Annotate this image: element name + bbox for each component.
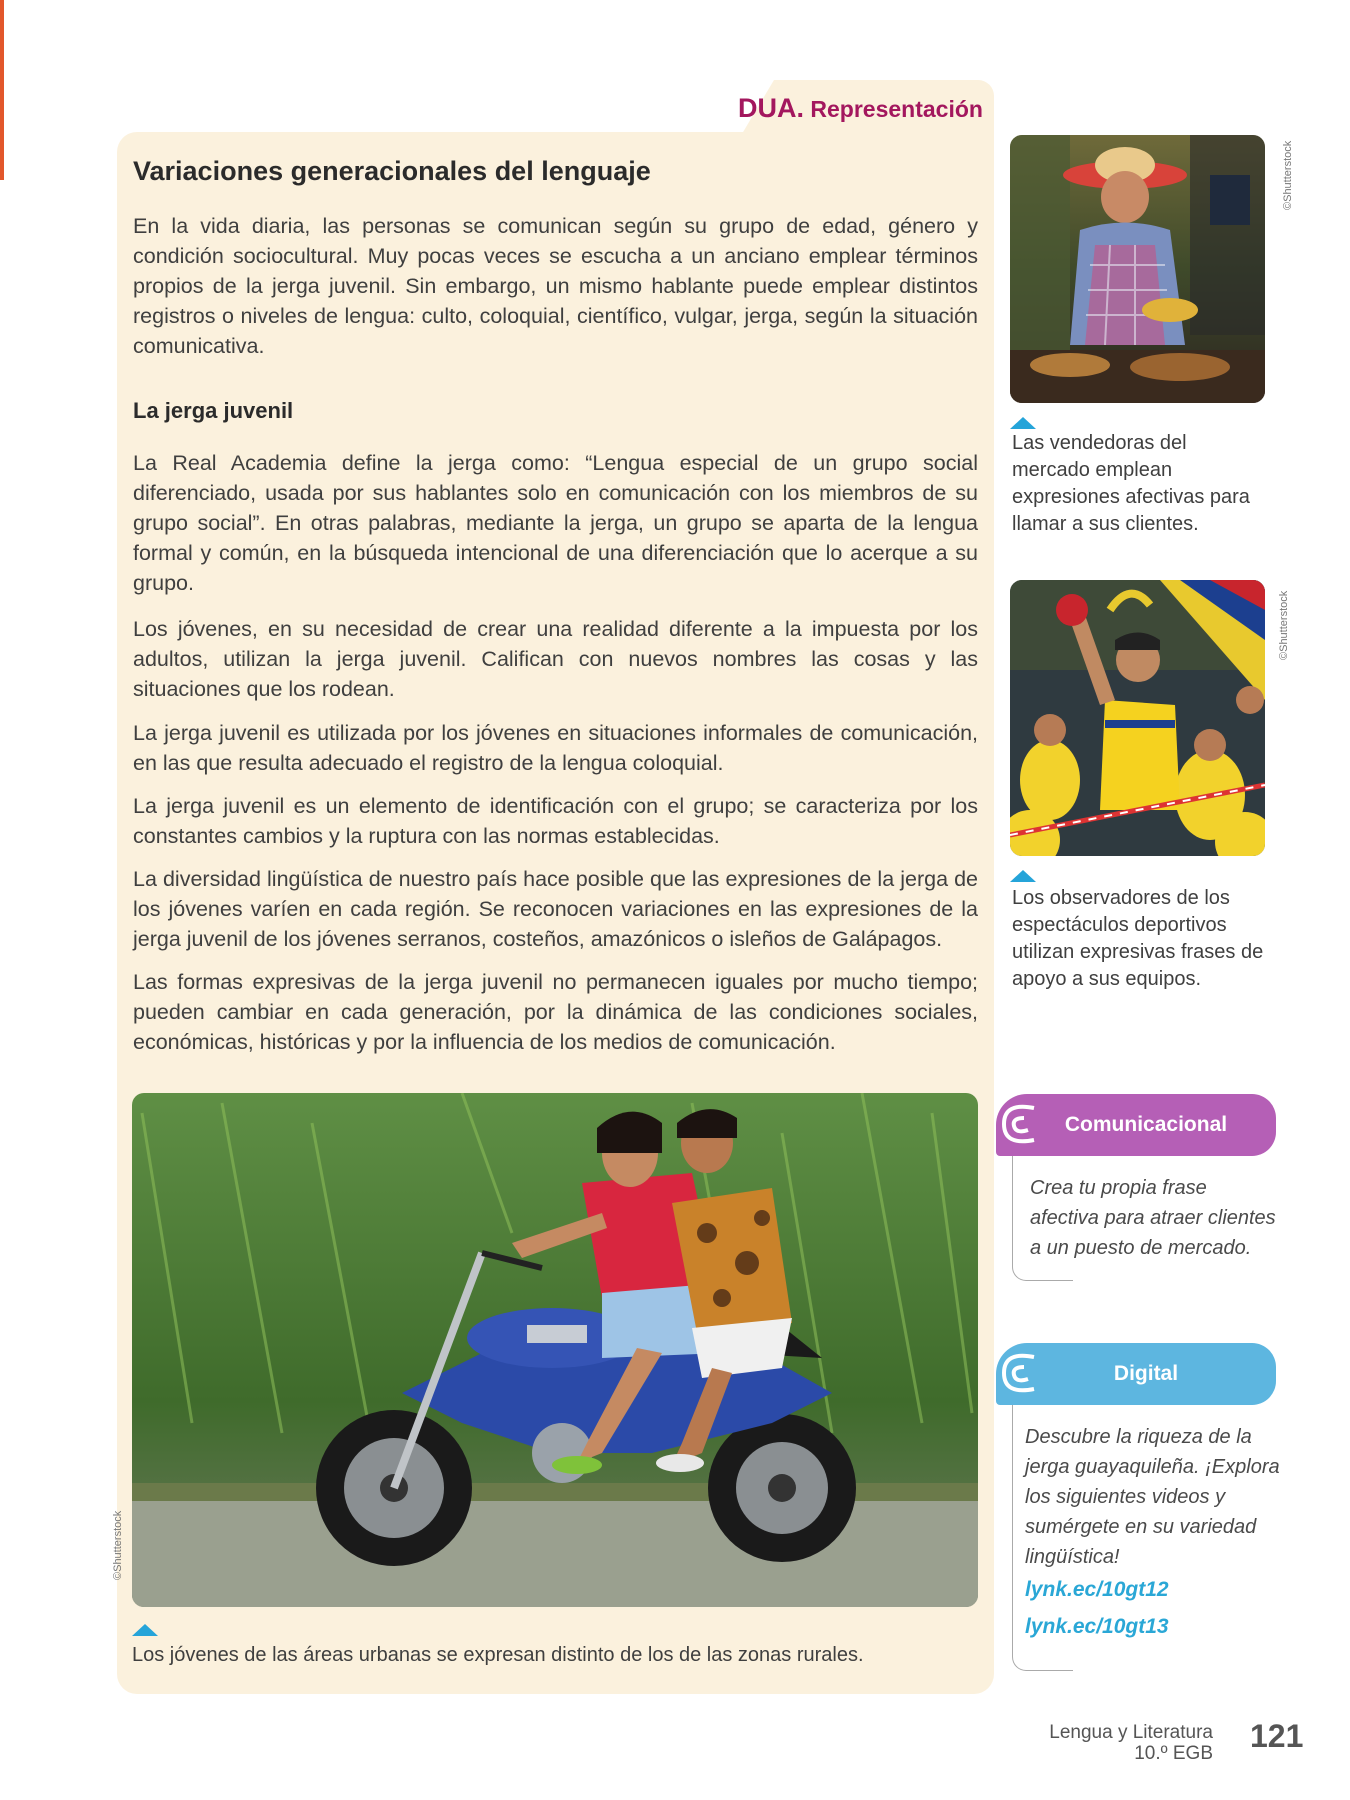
dua-label: DUA. xyxy=(738,93,804,123)
motorcycle-youths-image xyxy=(132,1093,978,1607)
video-link-1[interactable]: lynk.ec/10gt12 xyxy=(1025,1578,1169,1601)
digital-title: Digital xyxy=(1113,1362,1179,1385)
sports-fans-photo xyxy=(1010,580,1265,856)
comunicacional-title: Comunicacional xyxy=(1064,1113,1228,1136)
fans-photo-credit: ©Shutterstock xyxy=(1278,590,1290,660)
subject-name: Lengua y Literatura xyxy=(1049,1722,1213,1743)
caption-arrow-icon xyxy=(132,1624,158,1636)
motorcycle-caption: Los jóvenes de las áreas urbanas se expresan distinto de los de las zonas rurales. xyxy=(132,1644,864,1666)
vendor-photo-credit: ©Shutterstock xyxy=(1282,140,1294,210)
market-vendor-image xyxy=(1010,135,1265,403)
spiral-icon xyxy=(994,1343,1040,1405)
market-vendor-photo xyxy=(1010,135,1265,403)
comunicacional-text: Crea tu propia frase afectiva para atraer clientes a un puesto de mercado. xyxy=(1030,1177,1276,1259)
grade-label: 10.º EGB xyxy=(1134,1743,1213,1764)
paragraph-3: La jerga juvenil es utilizada por los jóvenes en situaciones informales de comunicación, en las que resulta adecuado el registro de la lengua coloquial. xyxy=(133,721,978,775)
motorcycle-photo-credit: ©Shutterstock xyxy=(112,1510,124,1580)
intro-paragraph: En la vida diaria, las personas se comunican según su grupo de edad, género y condición sociocultural. Muy pocas veces se escucha a un anciano emplear términos propios de la jerga juvenil. Sin embargo, un mismo hablante puede emplear distintos registros o niveles de lengua: culto, coloquial, científico, vulgar, jerga, según la situación comunicativa. xyxy=(133,214,978,358)
dua-text: Representación xyxy=(810,96,983,122)
spiral-icon xyxy=(994,1094,1040,1156)
page-number: 121 xyxy=(1250,1718,1304,1754)
sports-fans-image xyxy=(1010,580,1265,856)
paragraph-2: Los jóvenes, en su necesidad de crear una realidad diferente a la impuesta por los adultos, utilizan la jerga juvenil. Califican con nuevos nombres las cosas y las situaciones que los rodean. xyxy=(133,617,978,701)
subheading-jerga-juvenil: La jerga juvenil xyxy=(133,398,294,423)
fans-caption: Los observadores de los espectáculos deportivos utilizan expresivas frases de apoyo a sus equipos. xyxy=(1012,887,1264,990)
section-title: Variaciones generacionales del lenguaje xyxy=(133,156,651,186)
digital-text: Descubre la riqueza de la jerga guayaquileña. ¡Explora los siguientes videos y sumérgete en su variedad lingüística! xyxy=(1025,1426,1280,1568)
caption-arrow-icon xyxy=(1010,417,1036,429)
paragraph-4: La jerga juvenil es un elemento de identificación con el grupo; se caracteriza por los constantes cambios y la ruptura con las normas establecidas. xyxy=(133,794,978,848)
paragraph-6: Las formas expresivas de la jerga juvenil no permanecen iguales por mucho tiempo; pueden cambiar en cada generación, por la dinámica de las condiciones sociales, económicas, históricas y por la influencia de los medios de comunicación. xyxy=(133,970,978,1054)
paragraph-1: La Real Academia define la jerga como: “Lengua especial de un grupo social diferenciado, usada por sus hablantes solo en comunicación con los miembros de su grupo social”. En otras palabras, mediante la jerga, un grupo se aparta de la lengua formal y común, en la búsqueda intencional de una diferenciación que lo acerque a su grupo. xyxy=(133,451,978,595)
caption-arrow-icon xyxy=(1010,870,1036,882)
footer-subject xyxy=(1049,1722,1213,1764)
vendor-caption: Las vendedoras del mercado emplean expresiones afectivas para llamar a sus clientes. xyxy=(1012,432,1250,535)
paragraph-5: La diversidad lingüística de nuestro país hace posible que las expresiones de la jerga de los jóvenes varíen en cada región. Se reconocen variaciones en las expresiones de la jerga juvenil de los jóvenes serranos, costeños, amazónicos o isleños de Galápagos. xyxy=(133,867,978,951)
motorcycle-youths-photo xyxy=(132,1093,978,1607)
video-link-2[interactable]: lynk.ec/10gt13 xyxy=(1025,1615,1169,1638)
page-edge-mark xyxy=(0,0,4,180)
dua-tag xyxy=(738,93,983,124)
